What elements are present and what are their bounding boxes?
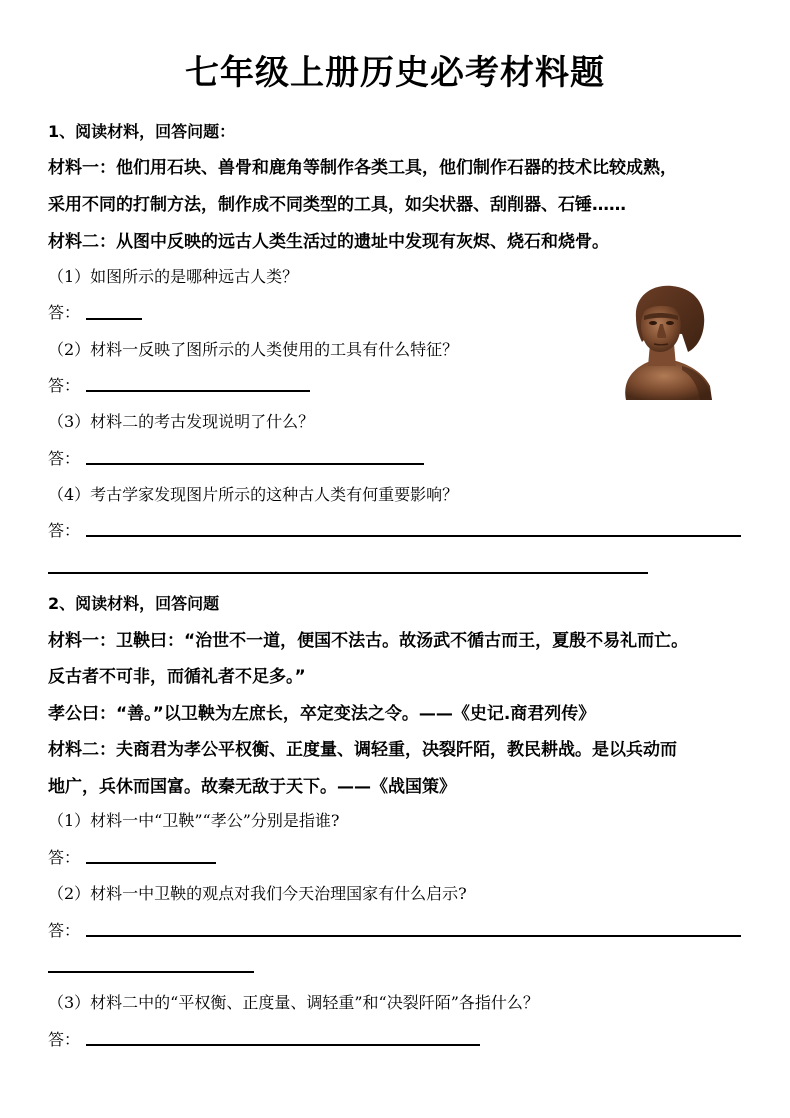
q2-answer-line-1[interactable] [86, 862, 216, 864]
q1-answer-line-4a[interactable] [86, 535, 741, 537]
question-1-heading: 1、阅读材料，回答问题： [48, 122, 236, 141]
q1-answer-line-4b[interactable] [48, 572, 648, 574]
q1-answer-label-3: 答： [48, 449, 81, 468]
q2-answer-line-2b[interactable] [48, 971, 254, 973]
q2-material-2-line-1: 材料二：夫商君为孝公平权衡、正度量、调轻重，决裂阡陌，教民耕战。是以兵动而 [48, 740, 677, 760]
q1-answer-label-4: 答： [48, 521, 81, 540]
q1-answer-line-3[interactable] [86, 463, 424, 465]
q1-subquestion-2: （2）材料一反映了图所示的人类使用的工具有什么特征？ [48, 340, 459, 359]
q1-answer-line-1[interactable] [86, 318, 142, 320]
q1-subquestion-1: （1）如图所示的是哪种远古人类？ [48, 267, 299, 286]
q1-material-1-line-2: 采用不同的打制方法，制作成不同类型的工具，如尖状器、刮削器、石锤…… [48, 195, 626, 215]
q2-material-1-line-3: 孝公曰：“善。”以卫鞅为左庶长，卒定变法之令。——《史记.商君列传》 [48, 704, 596, 724]
q2-answer-label-3: 答： [48, 1030, 81, 1049]
q1-material-2: 材料二：从图中反映的远古人类生活过的遗址中发现有灰烬、烧石和烧骨。 [48, 232, 609, 252]
q1-subquestion-3: （3）材料二的考古发现说明了什么？ [48, 412, 315, 431]
q1-answer-label-2: 答： [48, 376, 81, 395]
q2-answer-label-1: 答： [48, 848, 81, 867]
q2-material-1-line-1: 材料一：卫鞅曰：“治世不一道，便国不法古。故汤武不循古而王，夏殷不易礼而亡。 [48, 631, 689, 651]
q2-material-2-line-2: 地广，兵休而国富。故秦无敌于天下。——《战国策》 [48, 777, 456, 797]
question-2-heading: 2、阅读材料，回答问题 [48, 594, 220, 613]
page-title: 七年级上册历史必考材料题 [185, 53, 605, 93]
q2-subquestion-1: （1）材料一中“卫鞅”“孝公”分别是指谁? [48, 811, 340, 830]
q1-answer-label-1: 答： [48, 303, 81, 322]
q2-subquestion-3: （3）材料二中的“平权衡、正度量、调轻重”和“决裂阡陌”各指什么？ [48, 993, 539, 1012]
q2-material-1-line-2: 反古者不可非，而循礼者不足多。” [48, 667, 306, 687]
q2-subquestion-2: （2）材料一中卫鞅的观点对我们今天治理国家有什么启示? [48, 884, 467, 903]
q1-answer-line-2[interactable] [86, 390, 310, 392]
q1-subquestion-4: （4）考古学家发现图片所示的这种古人类有何重要影响？ [48, 485, 459, 504]
ancient-human-bust-image [612, 282, 724, 400]
q2-answer-line-3[interactable] [86, 1044, 480, 1046]
q1-material-1-line-1: 材料一：他们用石块、兽骨和鹿角等制作各类工具，他们制作石器的技术比较成熟， [48, 158, 677, 178]
q2-answer-label-2: 答： [48, 921, 81, 940]
q2-answer-line-2a[interactable] [86, 935, 741, 937]
